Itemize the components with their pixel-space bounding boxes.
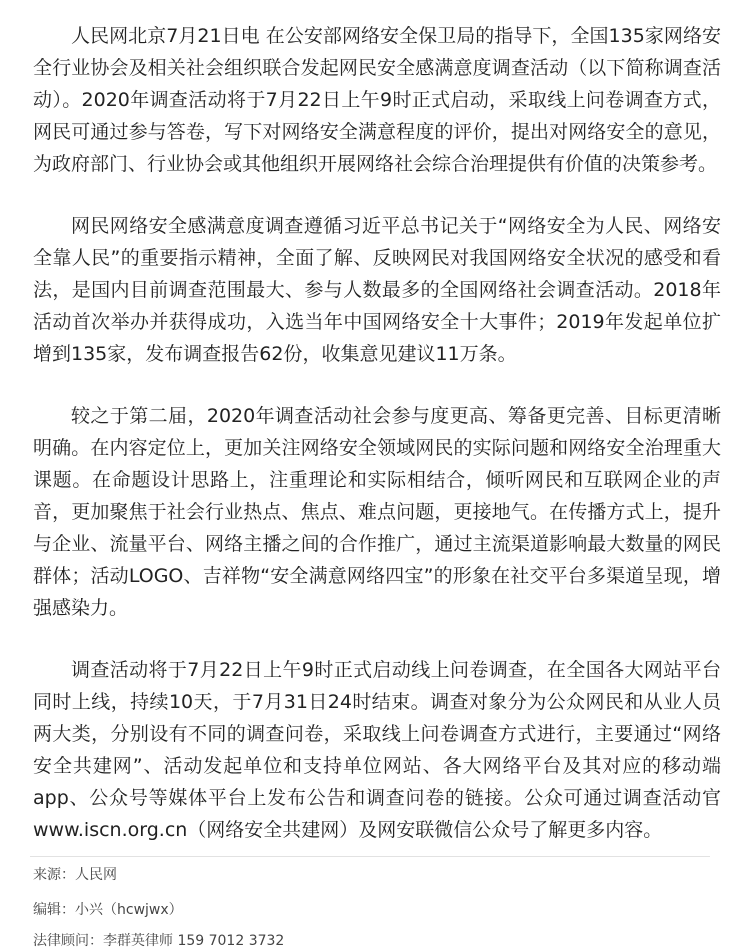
article-body (33, 20, 721, 876)
footer-divider (30, 856, 710, 857)
legal-advisor-line: 法律顾问：李群英律师 159 7012 3732 (33, 933, 285, 949)
source-line: 来源：人民网 (33, 867, 117, 883)
article-paragraph-4: 调查活动将于7月22日上午9时正式启动线上问卷调查，在全国各大网站平台同时上线，持续10天，于7月31日24时结束。调查对象分为公众网民和从业人员两大类，分别设有不同的调查问卷，采取线上问卷调查方式进行，主要通过“网络安全共建网”、活动发起单位和支持单位网站、各大网络平台及其对应的移动端app、公众号等媒体平台上发布公告和调查问卷的链接。公众可通过调查活动官www.iscn.org.cn（网络安全共建网）及网安联微信公众号了解更多内容。 (33, 659, 721, 841)
editor-line: 编辑：小兴（hcwjwx） (33, 902, 183, 918)
article-paragraph-2: 网民网络安全感满意度调查遵循习近平总书记关于“网络安全为人民、网络安全靠人民”的重要指示精神，全面了解、反映网民对我国网络安全状况的感受和看法，是国内目前调查范围最大、参与人数最多的全国网络社会调查活动。2018年活动首次举办并获得成功，入选当年中国网络安全十大事件；2019年发起单位扩增到135家，发布调查报告62份，收集意见建议11万条。 (33, 215, 721, 365)
article-paragraph-1: 人民网北京7月21日电 在公安部网络安全保卫局的指导下，全国135家网络安全行业协会及相关社会组织联合发起网民安全感满意度调查活动（以下简称调查活动）。2020年调查活动将于7月22日上午9时正式启动，采取线上问卷调查方式，网民可通过参与答卷，写下对网络安全满意程度的评价，提出对网络安全的意见，为政府部门、行业协会或其他组织开展网络社会综合治理提供有价值的决策参考。 (33, 25, 721, 175)
article-paragraph-3: 较之于第二届，2020年调查活动社会参与度更高、筹备更完善、目标更清晰明确。在内容定位上，更加关注网络安全领域网民的实际问题和网络安全治理重大课题。在命题设计思路上，注重理论和实际相结合，倾听网民和互联网企业的声音，更加聚焦于社会行业热点、焦点、难点问题，更接地气。在传播方式上，提升与企业、流量平台、网络主播之间的合作推广，通过主流渠道影响最大数量的网民群体；活动LOGO、吉祥物“安全满意网络四宝”的形象在社交平台多渠道呈现，增强感染力。 (33, 405, 721, 619)
